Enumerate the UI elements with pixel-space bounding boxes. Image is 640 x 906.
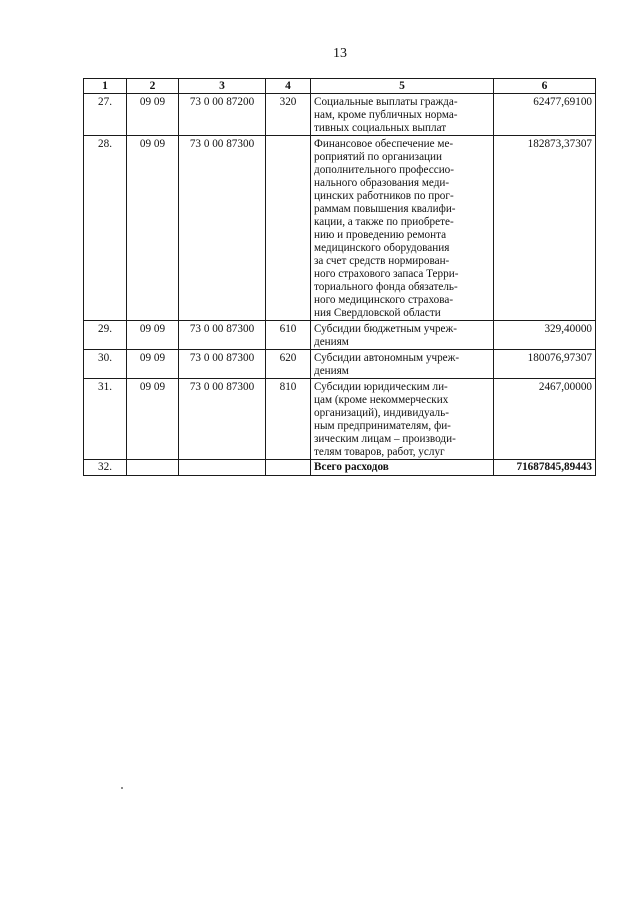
header-cell-4: 4 [266, 79, 311, 94]
header-cell-1: 1 [84, 79, 127, 94]
expense-type-code: 810 [266, 379, 311, 460]
total-row [84, 460, 596, 476]
target-article-code: 73 0 00 87300 [179, 321, 266, 350]
section-code: 09 09 [127, 94, 179, 136]
section-code: 09 09 [127, 136, 179, 321]
section-code: 09 09 [127, 379, 179, 460]
table-row [84, 350, 596, 379]
expense-amount: 62477,69100 [494, 94, 596, 136]
table-row [84, 379, 596, 460]
section-code: 09 09 [127, 350, 179, 379]
scan-speck [121, 787, 123, 789]
header-cell-2: 2 [127, 79, 179, 94]
row-number: 28. [84, 136, 127, 321]
budget-table [83, 78, 596, 476]
row-number: 29. [84, 321, 127, 350]
row-number: 31. [84, 379, 127, 460]
table-header-row [84, 79, 596, 94]
table-row [84, 321, 596, 350]
target-article-code: 73 0 00 87300 [179, 379, 266, 460]
expense-amount: 329,40000 [494, 321, 596, 350]
expense-amount: 2467,00000 [494, 379, 596, 460]
row-number: 32. [84, 460, 127, 476]
expense-name: Субсидии автономным учреж- дениям [311, 350, 494, 379]
expense-name: Социальные выплаты гражда- нам, кроме публичных норма- тивных социальных выплат [311, 94, 494, 136]
expense-type-code: 320 [266, 94, 311, 136]
table-row [84, 136, 596, 321]
page-number: 13 [333, 46, 347, 61]
total-label: Всего расходов [311, 460, 494, 476]
empty-cell [266, 460, 311, 476]
empty-cell [179, 460, 266, 476]
expense-type-code [266, 136, 311, 321]
header-cell-6: 6 [494, 79, 596, 94]
target-article-code: 73 0 00 87300 [179, 350, 266, 379]
expense-amount: 182873,37307 [494, 136, 596, 321]
expense-name: Финансовое обеспечение ме- роприятий по организации дополнительного профессио- нального образования меди- цинских работников по прог- раммам повышения квалифи- кации, а также по приобрете- нию и проведению ремонта медицинского оборудования за счет средств нормирован- ного страхового запаса Терри- ториального фонда обязатель- ного медицинского страхова- ния Свердловской области [311, 136, 494, 321]
total-amount: 71687845,89443 [494, 460, 596, 476]
header-cell-5: 5 [311, 79, 494, 94]
empty-cell [127, 460, 179, 476]
expense-name: Субсидии бюджетным учреж- дениям [311, 321, 494, 350]
expense-type-code: 610 [266, 321, 311, 350]
expense-name: Субсидии юридическим ли- цам (кроме некоммерческих организаций), индивидуаль- ным предпринимателям, фи- зическим лицам – производи- телям товаров, работ, услуг [311, 379, 494, 460]
table-row [84, 94, 596, 136]
header-cell-3: 3 [179, 79, 266, 94]
expense-amount: 180076,97307 [494, 350, 596, 379]
section-code: 09 09 [127, 321, 179, 350]
target-article-code: 73 0 00 87300 [179, 136, 266, 321]
row-number: 27. [84, 94, 127, 136]
expense-type-code: 620 [266, 350, 311, 379]
row-number: 30. [84, 350, 127, 379]
target-article-code: 73 0 00 87200 [179, 94, 266, 136]
